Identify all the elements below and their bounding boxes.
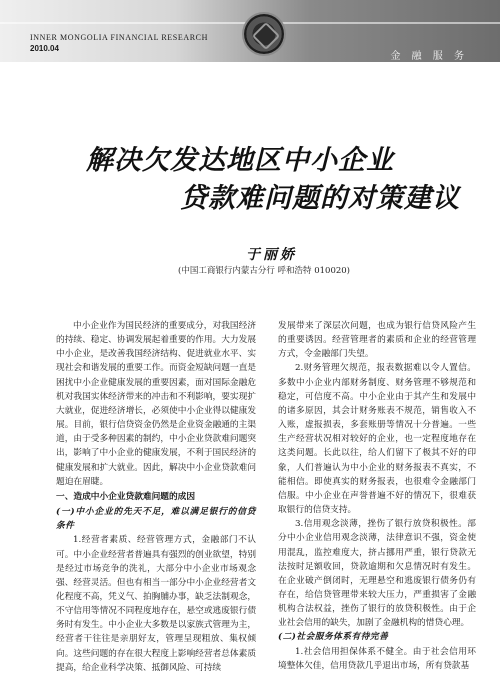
journal-name: INNER MONGOLIA FINANCIAL RESEARCH <box>30 33 208 42</box>
article-author: 于丽娇 <box>246 247 297 263</box>
journal-emblem-icon <box>244 14 284 54</box>
paragraph: 中小企业作为国民经济的重要成分，对我国经济的持续、稳定、协调发展起着重要的作用。大力发展中小企业，是改善我国经济结构、促进就业水平、实现社会和谐发展的重要工作。而资金短缺问题一直是困扰中小企业健康发展的重要因素，面对国际金融危机对我国实体经济带来的冲击和不利影响，要实现扩大就业，促进经济增长，必须使中小企业得以健康发展。目前，银行信贷资金仍然是企业资金融通的主渠道，由于受多种因素的制约，中小企业贷款难问题突出，影响了中小企业的健康发展，不利于国民经济的健康发展和扩大就业。因此，解决中小企业贷款难问题迫在眉睫。 <box>56 321 256 487</box>
article-title-line2: 贷款难问题的对策建议 <box>180 183 460 214</box>
paragraph: 1.社会信用担保体系不健全。由于社会信用环境整体欠佳，信用贷款几乎退出市场，所有贷款基 <box>278 646 476 671</box>
paragraph: 1.经营者素质、经营管理方式，金融部门不认可。中小企业经营者普遍具有强烈的创业欲望，特别是经过市场竞争的洗礼，大部分中小企业市场观念强、经营灵活。但也有相当一部分中小企业经营者文化程度不高，凭义气、拍胸脯办事，缺乏法制观念，不守信用等情况不同程度地存在，悬空或逃废银行债务时有发生。中小企业大多数是以家族式管理为主，经营者干往往是亲朋好友，管理呈现粗放、集权倾向。这些问题的存在很大程度上影响经营者总体素质提高，给企业科学决策、抵御风险、可持续 <box>56 535 256 673</box>
article-title-line1: 解决欠发达地区中小企业 <box>86 145 394 176</box>
header-band <box>0 0 500 62</box>
subsection-heading: (二)社会服务体系有待完善 <box>278 632 389 643</box>
body-column-left <box>56 319 256 675</box>
article-affiliation: (中国工商银行内蒙古分行 呼和浩特 010020) <box>178 266 350 276</box>
journal-issue: 2010.04 <box>30 44 59 53</box>
section-label: 金 融 服 务 <box>390 51 468 62</box>
subsection-heading: (一)中小企业的先天不足，难以满足银行的信贷条件 <box>56 507 256 532</box>
paragraph: 2.财务管理欠规范，报表数据难以令人置信。多数中小企业内部财务制度、财务管理不够规范和稳定，可信度不高。中小企业由于其产生和发展中的诸多原因，其会计财务账表不规范，销售收入不入账，虚报损表，多套账册等情况十分普遍。一些生产经营状况相对较好的企业，也一定程度地存在这类问题。长此以往，给人们留下了极其不好的印象，人们普遍认为中小企业的财务报表不真实，不能相信。即使真实的财务报表，也很难令金融部门信服。中小企业在声誉普遍不好的情况下，很难获取银行的信贷支持。 <box>278 363 476 516</box>
paragraph: 3.信用观念淡薄，挫伤了银行放贷积极性。部分中小企业信用观念淡薄，法律意识不强，资金使用混乱，监控难度大，挤占挪用严重，银行贷款无法按时足额收回，贷款逾期和欠息情况时有发生。在企业破产倒闭时，无理悬空和逃废银行债务仍有存在，给信贷管理带来较大压力，严重损害了金融机构合法权益，挫伤了银行的放贷积极性。由于企业社会信用的缺失，加剧了金融机构的惜贷心理。 <box>278 519 476 629</box>
body-column-right <box>278 319 476 673</box>
paragraph: 发展带来了深层次问题，也成为银行信贷风险产生的重要诱因。经营管理者的素质和企业的经营管理方式，令金融部门失望。 <box>278 321 476 360</box>
section-heading: 一、造成中小企业贷款难问题的成因 <box>56 491 195 502</box>
